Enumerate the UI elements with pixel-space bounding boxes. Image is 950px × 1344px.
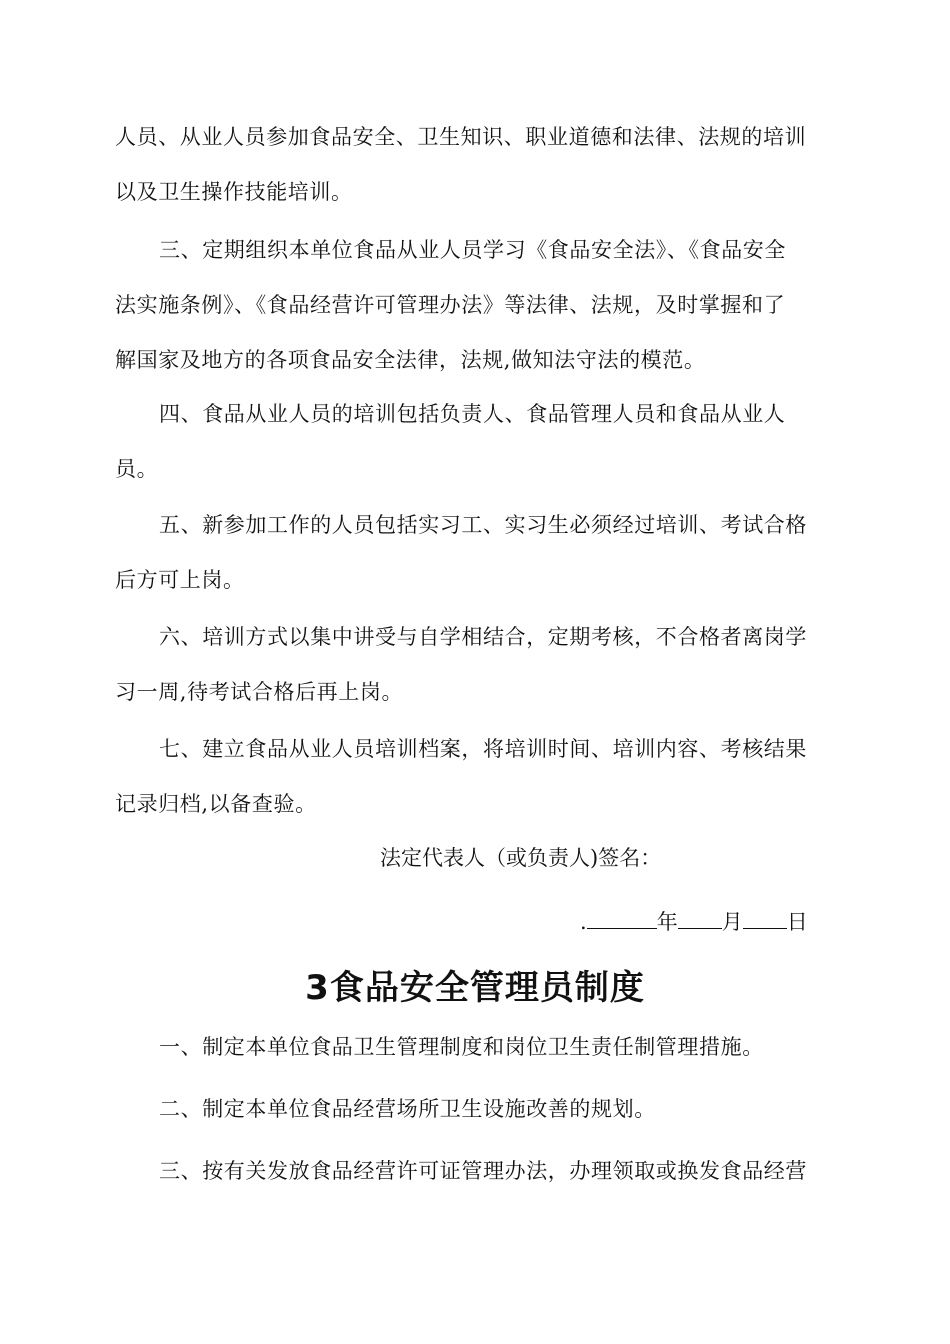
text-line: 六、培训方式以集中讲受与自学相结合，定期考核，不合格者离岗学 — [159, 625, 807, 649]
text-line: 七、建立食品从业人员培训档案，将培训时间、培训内容、考核结果 — [159, 737, 807, 761]
text-line: 习一周,待考试合格后再上岗。 — [115, 680, 404, 704]
section-item-two — [115, 1082, 835, 1137]
item-four-paragraph — [115, 387, 835, 497]
text-line: 员。 — [115, 457, 159, 481]
item-seven-paragraph — [115, 722, 835, 832]
signature-label: 法定代表人（或负责人)签名： — [380, 846, 662, 870]
item-three-paragraph — [115, 223, 835, 388]
year-label: 年 — [656, 910, 678, 934]
text-line: 一、制定本单位食品卫生管理制度和岗位卫生责任制管理措施。 — [159, 1035, 764, 1059]
text-line: 记录归档,以备查验。 — [115, 792, 317, 816]
day-label: 日 — [786, 910, 808, 934]
item-six-paragraph — [115, 610, 835, 720]
text-line: 解国家及地方的各项食品安全法律，法规,做知法守法的模范。 — [115, 348, 706, 372]
text-line: 三、定期组织本单位食品从业人员学习《食品安全法》、《食品安全 — [159, 238, 786, 262]
text-line: 三、按有关发放食品经营许可证管理办法，办理领取或换发食品经营 — [159, 1159, 807, 1183]
year-blank — [587, 906, 657, 929]
date-line — [580, 902, 808, 942]
month-label: 月 — [721, 910, 743, 934]
month-blank — [678, 906, 722, 929]
section-item-three — [115, 1144, 835, 1199]
item-five-paragraph — [115, 498, 835, 608]
text-line: 人员、从业人员参加食品安全、卫生知识、职业道德和法律、法规的培训 — [115, 125, 807, 149]
text-line: 以及卫生操作技能培训。 — [115, 180, 353, 204]
day-blank — [743, 906, 787, 929]
text-line: 后方可上岗。 — [115, 568, 245, 592]
section-item-one — [115, 1020, 835, 1075]
text-line: 五、新参加工作的人员包括实习工、实习生必须经过培训、考试合格 — [159, 513, 807, 537]
text-line: 二、制定本单位食品经营场所卫生设施改善的规划。 — [159, 1097, 656, 1121]
date-prefix: . — [580, 910, 587, 934]
section-title: 3食品安全管理员制度 — [305, 968, 645, 1008]
text-line: 法实施条例》、《食品经营许可管理办法》等法律、法规，及时掌握和了 — [115, 293, 786, 317]
continued-paragraph — [115, 110, 835, 220]
text-line: 四、食品从业人员的培训包括负责人、食品管理人员和食品从业人 — [159, 402, 786, 426]
